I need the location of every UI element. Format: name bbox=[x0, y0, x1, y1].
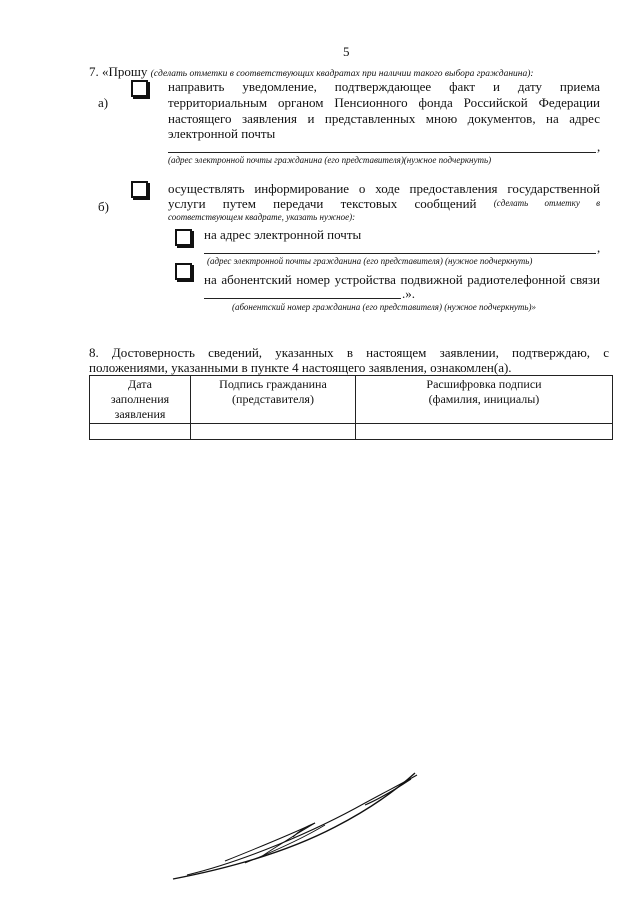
col-signature-header-line-2: (представителя) bbox=[232, 392, 314, 406]
option-a-caption: (адрес электронной почты гражданина (его представителя)(нужное подчеркнуть) bbox=[168, 155, 492, 165]
option-a-marker: а) bbox=[98, 95, 109, 110]
col-signature-header bbox=[191, 376, 356, 424]
option-b-line-2 bbox=[168, 196, 600, 211]
handwritten-signature bbox=[165, 765, 425, 885]
option-a-line-2: территориальным органом Пенсионного фонда Российской Федерации bbox=[168, 95, 600, 110]
section-8-line-1: 8. Достоверность сведений, указанных в настоящем заявлении, подтверждаю, с bbox=[89, 345, 609, 360]
table-header-row bbox=[90, 376, 613, 424]
col-date-header-line-3: заявления bbox=[114, 407, 166, 421]
option-b-email-label: на адрес электронной почты bbox=[204, 227, 362, 242]
col-name-header bbox=[356, 376, 613, 424]
col-signature-header-line-1: Подпись гражданина bbox=[219, 377, 327, 391]
option-b-email-checkbox[interactable] bbox=[175, 229, 192, 246]
name-cell[interactable] bbox=[356, 424, 613, 440]
date-cell[interactable] bbox=[90, 424, 191, 440]
option-b-line-1: осуществлять информирование о ходе предоставления государственной bbox=[168, 181, 600, 196]
option-b-phone-label: на абонентский номер устройства подвижной радиотелефонной связи bbox=[204, 272, 600, 287]
col-name-header-line-2: (фамилия, инициалы) bbox=[428, 392, 540, 406]
signature-table bbox=[89, 375, 613, 440]
option-b-line-2-text: услуги путем передачи текстовых сообщений bbox=[168, 196, 477, 211]
option-b-phone-checkbox[interactable] bbox=[175, 263, 192, 280]
option-b-phone-field[interactable] bbox=[204, 298, 401, 299]
option-a-line-1: направить уведомление, подтверждающее факт и дату приема bbox=[168, 79, 600, 94]
section-7-lead: 7. «Прошу bbox=[89, 64, 148, 79]
option-a-checkbox[interactable] bbox=[131, 80, 148, 97]
option-a-email-field[interactable] bbox=[168, 152, 596, 153]
col-date-header bbox=[90, 376, 191, 424]
option-b-checkbox[interactable] bbox=[131, 181, 148, 198]
option-b-phone-caption: (абонентский номер гражданина (его представителя) (нужное подчеркнуть)» bbox=[232, 302, 537, 312]
option-b-marker: б) bbox=[98, 199, 109, 214]
section-7-note: (сделать отметки в соответствующих квадратах при наличии такого выбора гражданина): bbox=[150, 69, 534, 79]
option-b-line-3-note: соответствующем квадрате, указать нужное): bbox=[168, 212, 356, 222]
option-b-line-2-note: (сделать отметку в bbox=[493, 198, 600, 208]
option-a-line-4: электронной почты bbox=[168, 126, 276, 141]
col-name-header-line-1: Расшифровка подписи bbox=[426, 377, 542, 391]
table-row bbox=[90, 424, 613, 440]
section-8-line-2: положениями, указанными в пункте 4 настоящего заявления, ознакомлен(а). bbox=[89, 360, 512, 375]
option-b-email-caption: (адрес электронной почты гражданина (его представителя) (нужное подчеркнуть) bbox=[207, 256, 533, 266]
col-date-header-line-2: заполнения bbox=[110, 392, 170, 406]
signature-cell[interactable] bbox=[191, 424, 356, 440]
option-b-email-field[interactable] bbox=[204, 253, 596, 254]
option-a-line-3: настоящего заявления и представленных мною документов, на адрес bbox=[168, 111, 600, 126]
option-a-comma: , bbox=[597, 139, 601, 154]
col-date-header-line-1: Дата bbox=[128, 377, 152, 391]
page-number: 5 bbox=[343, 44, 350, 59]
option-b-email-comma: , bbox=[597, 240, 601, 255]
option-b-phone-end: .». bbox=[402, 286, 415, 301]
